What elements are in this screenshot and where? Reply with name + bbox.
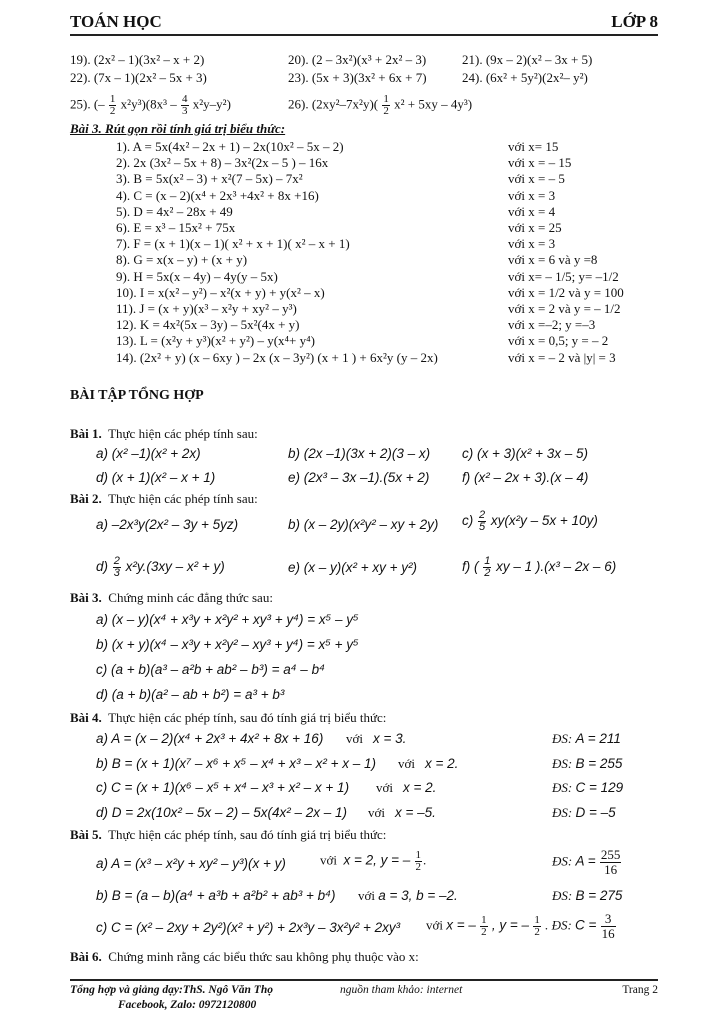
- b4-value: x = 2.: [403, 780, 437, 795]
- bai3-expression: 14). (2x² + y) (x – 6xy ) – 2x (x – 3y²) (x + 1 ) + 6x²y (y – 2x): [116, 349, 438, 365]
- b2-item-c: c) $\frac{2}{5}$ xy(x²y – 5x + 10y): [462, 509, 598, 533]
- b1-item-a: a) (x² –1)(x² + 2x): [96, 446, 201, 461]
- b4-with-label: với: [346, 731, 363, 746]
- b1-item-b: b) (2x –1)(3x + 2)(3 – x): [288, 446, 431, 461]
- exercise-22: 22). (7x – 1)(2x² – 5x + 3): [70, 70, 207, 85]
- b4-heading: Bài 4. Thực hiện các phép tính, sau đó tính giá trị biểu thức:: [70, 710, 387, 725]
- b6-heading: Bài 6. Chứng minh rằng các biểu thức sau không phụ thuộc vào x:: [70, 949, 419, 964]
- b3-item-a: a) (x – y)(x⁴ + x³y + x²y² + xy³ + y⁴) = x⁵ – y⁵: [96, 612, 359, 627]
- b5-item-a: a) A = (x³ – x²y + xy² – y³)(x + y): [96, 856, 286, 871]
- b4-with-label: với: [398, 755, 415, 771]
- b2-item-e: e) (x – y)(x² + xy + y²): [288, 560, 418, 575]
- b4-answer: ĐS: B = 255: [552, 755, 623, 771]
- b4-value: x = 2.: [425, 755, 459, 771]
- b4-with-label: với: [376, 780, 393, 795]
- bai3-expression: 9). H = 5x(x – 4y) – 4y(y – 5x): [116, 268, 278, 284]
- b4-answer: ĐS: C = 129: [552, 780, 624, 795]
- bai3-condition: với x = 6 và y =8: [508, 252, 598, 268]
- footer-author: Tổng hợp và giảng dạy:ThS. Ngô Văn Thọ: [70, 984, 273, 996]
- b5-a-condition: với x = 2, y = – $\frac{1}{2}$ .: [320, 849, 427, 873]
- b1-item-f: f) (x² – 2x + 3).(x – 4): [462, 470, 589, 485]
- b5-item-b: b) B = (a – b)(a⁴ + a³b + a²b² + ab³ + b⁴): [96, 888, 336, 903]
- bai3-expression: 13). L = (x²y + y³)(x² + y²) – y(x⁴+ y⁴): [116, 333, 315, 349]
- bai3-condition: với x = 4: [508, 203, 556, 219]
- b3-heading: Bài 3. Chứng minh các đẳng thức sau:: [70, 590, 273, 605]
- bai3-expression: 10). I = x(x² – y²) – x²(x + y) + y(x² – x): [116, 284, 325, 300]
- exercise-26: 26). (2xy²–7x²y)( $\frac{1}{2}$ x² + 5xy – 4y³): [288, 93, 473, 117]
- b4-expression: a) A = (x – 2)(x⁴ + 2x³ + 4x² + 8x + 16): [96, 731, 324, 746]
- b1-item-c: c) (x + 3)(x² + 3x – 5): [462, 446, 589, 461]
- bai3-condition: với x = – 15: [508, 155, 572, 171]
- bai3-condition: với x = 1/2 và y = 100: [508, 284, 624, 300]
- b4-expression: b) B = (x + 1)(x⁷ – x⁶ + x⁵ – x⁴ + x³ – x² + x – 1): [96, 755, 376, 771]
- exercise-20: 20). (2 – 3x²)(x³ + 2x² – 3): [288, 52, 427, 67]
- header-subject: TOÁN HỌC: [70, 12, 162, 31]
- footer-page-number: Trang 2: [622, 984, 658, 996]
- footer-source: nguồn tham khảo: internet: [340, 984, 463, 996]
- bai3-expression: 2). 2x (3x² – 5x + 8) – 3x²(2x – 5 ) – 16x: [116, 155, 329, 171]
- bai3-expression: 8). G = x(x – y) + (x + y): [116, 252, 248, 268]
- bai3-expression: 5). D = 4x² – 28x + 49: [116, 203, 233, 219]
- exercise-23: 23). (5x + 3)(3x² + 6x + 7): [288, 70, 427, 85]
- bai3-expression: 1). A = 5x(4x² – 2x + 1) – 2x(10x² – 5x – 2): [116, 139, 344, 154]
- bai3-expression: 4). C = (x – 2)(x⁴ + 2x³ +4x² + 8x +16): [116, 187, 319, 203]
- exercise-25: 25). (– $\frac{1}{2}$ x²y³)(8x³ – $\frac{4}{3}$ x²y–y²): [70, 93, 231, 117]
- page-header: [70, 6, 658, 36]
- b5-a-answer: ĐS: A = $\frac{255}{16}$: [552, 847, 621, 877]
- bai3-condition: với x = 3: [508, 187, 556, 203]
- header-grade: LỚP 8: [611, 12, 658, 31]
- bai3-condition: với x = – 5: [508, 171, 565, 187]
- b4-expression: c) C = (x + 1)(x⁶ – x⁵ + x⁴ – x³ + x² – x + 1): [96, 780, 350, 795]
- b4-value: x = 3.: [373, 731, 407, 746]
- section-title: BÀI TẬP TỔNG HỢP: [70, 388, 204, 403]
- b4-answer: ĐS: A = 211: [552, 731, 621, 746]
- b5-c-condition: với x = – $\frac{1}{2}$ , y = – $\frac{1}{2}$ . ĐS: C = $\frac{3}{16}$: [426, 911, 615, 941]
- b4-expression: d) D = 2x(10x² – 5x – 2) – 5x(4x² – 2x – 1): [96, 804, 347, 820]
- page-footer: [70, 979, 658, 1011]
- bai3-condition: với x = 2 và y = – 1/2: [508, 301, 621, 316]
- bai3-condition: với x = – 2 và |y| = 3: [508, 349, 616, 365]
- b3-item-d: d) (a + b)(a² – ab + b²) = a³ + b³: [96, 687, 285, 702]
- bai3-condition: với x= 15: [508, 139, 559, 154]
- b1-item-e: e) (2x³ – 3x –1).(5x + 2): [288, 470, 430, 485]
- bai3-expression: 11). J = (x + y)(x³ – x²y + xy² – y³): [116, 301, 297, 316]
- bai3-expression: 3). B = 5x(x² – 3) + x²(7 – 5x) – 7x²: [116, 171, 303, 187]
- bai3-expression: 6). E = x³ – 15x² + 75x: [116, 220, 236, 235]
- exercise-21: 21). (9x – 2)(x² – 3x + 5): [462, 52, 593, 67]
- exercise-24: 24). (6x² + 5y²)(2x²– y²): [462, 70, 588, 85]
- b2-item-b: b) (x – 2y)(x²y² – xy + 2y): [288, 517, 439, 532]
- b4-value: x = –5.: [395, 804, 436, 820]
- exercise-19: 19). (2x² – 1)(3x² – x + 2): [70, 52, 205, 67]
- bai3-condition: với x = 0,5; y = – 2: [508, 333, 609, 349]
- b5-b-answer: ĐS: B = 275: [552, 888, 623, 903]
- bai3-condition: với x = 3: [508, 236, 556, 252]
- b5-b-condition: với a = 3, b = –2.: [358, 888, 458, 903]
- b5-heading: Bài 5. Thực hiện các phép tính, sau đó tính giá trị biểu thức:: [70, 827, 387, 842]
- bai3-condition: với x =–2; y =–3: [508, 317, 596, 333]
- b2-item-f: f) ( $\frac{1}{2}$ xy – 1 ).(x³ – 2x – 6): [462, 555, 617, 579]
- b3-item-c: c) (a + b)(a³ – a²b + ab² – b³) = a⁴ – b⁴: [96, 662, 325, 677]
- b5-item-c: c) C = (x² – 2xy + 2y²)(x² + y²) + 2x³y – 3x²y² + 2xy³: [96, 920, 401, 935]
- b4-answer: ĐS: D = –5: [552, 804, 616, 820]
- bai3-expression: 12). K = 4x²(5x – 3y) – 5x²(4x + y): [116, 317, 300, 333]
- bai3-condition: với x = 25: [508, 220, 562, 235]
- bai3-expression: 7). F = (x + 1)(x – 1)( x² + x + 1)( x² – x + 1): [116, 236, 350, 252]
- b2-item-d: d) $\frac{2}{3}$ x²y.(3xy – x² + y): [96, 555, 225, 579]
- b4-with-label: với: [368, 804, 385, 820]
- footer-contact: Facebook, Zalo: 0972120800: [118, 999, 257, 1011]
- b2-item-a: a) –2x³y(2x² – 3y + 5yz): [96, 517, 239, 532]
- b2-heading: Bài 2. Thực hiện các phép tính sau:: [70, 491, 258, 506]
- bai3-title: Bài 3. Rút gọn rồi tính giá trị biểu thức:: [70, 121, 286, 136]
- b1-item-d: d) (x + 1)(x² – x + 1): [96, 470, 216, 485]
- b1-heading: Bài 1. Thực hiện các phép tính sau:: [70, 426, 258, 441]
- b3-item-b: b) (x + y)(x⁴ – x³y + x²y² – xy³ + y⁴) = x⁵ + y⁵: [96, 637, 359, 652]
- bai3-condition: với x= – 1/5; y= –1/2: [508, 268, 619, 284]
